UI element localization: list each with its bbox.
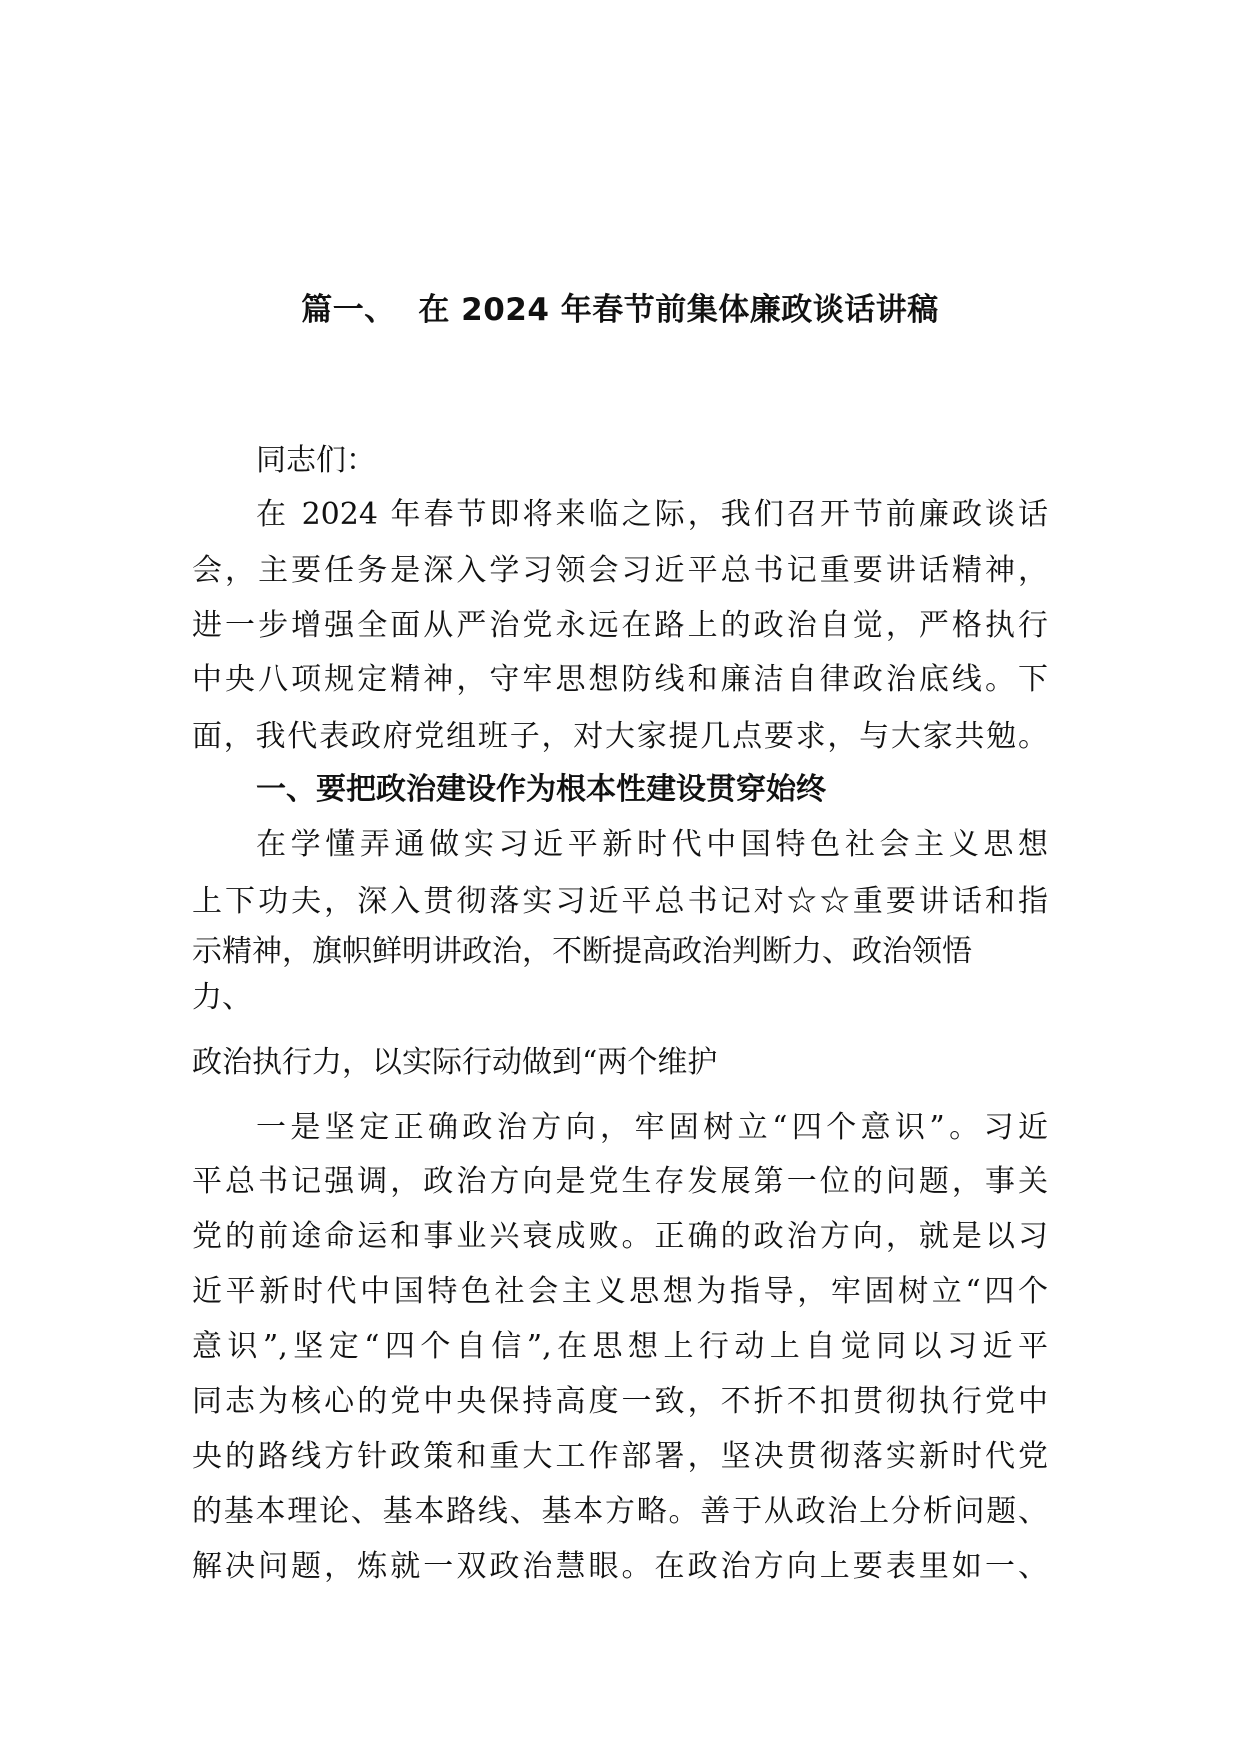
paragraph-line: 平总书记强调，政治方向是党生存发展第一位的问题，事关 xyxy=(192,1164,1048,1199)
paragraph-line: 央的路线方针政策和重大工作部署，坚决贯彻落实新时代党 xyxy=(192,1439,1048,1474)
paragraph-line: 会，主要任务是深入学习领会习近平总书记重要讲话精神， xyxy=(192,553,1048,588)
paragraph-line: 进一步增强全面从严治党永远在路上的政治自觉，严格执行 xyxy=(192,608,1048,643)
paragraph-line: 政治执行力，以实际行动做到“两个维护 xyxy=(192,1045,718,1080)
paragraph-line: 面，我代表政府党组班子，对大家提几点要求，与大家共勉。 xyxy=(192,719,1048,754)
paragraph-line: 上下功夫，深入贯彻落实习近平总书记对☆☆重要讲话和指 xyxy=(192,884,1048,919)
paragraph-line: 在 2024 年春节即将来临之际，我们召开节前廉政谈话 xyxy=(256,497,1048,532)
section-heading: 一、要把政治建设作为根本性建设贯穿始终 xyxy=(256,772,826,807)
paragraph-line: 示精神，旗帜鲜明讲政治，不断提高政治判断力、政治领悟 xyxy=(192,934,972,969)
paragraph-line: 同志为核心的党中央保持高度一致，不折不扣贯彻执行党中 xyxy=(192,1384,1048,1419)
paragraph-line: 解决问题，炼就一双政治慧眼。在政治方向上要表里如一、 xyxy=(192,1549,1048,1584)
paragraph-line: 在学懂弄通做实习近平新时代中国特色社会主义思想 xyxy=(256,827,1048,862)
paragraph-line: 一是坚定正确政治方向，牢固树立“四个意识”。习近 xyxy=(256,1110,1048,1145)
salutation: 同志们： xyxy=(256,443,376,478)
paragraph-line: 中央八项规定精神，守牢思想防线和廉洁自律政治底线。下 xyxy=(192,662,1048,697)
paragraph-line: 近平新时代中国特色社会主义思想为指导，牢固树立“四个 xyxy=(192,1274,1048,1309)
paragraph-line: 党的前途命运和事业兴衰成败。正确的政治方向，就是以习 xyxy=(192,1219,1048,1254)
paragraph-line: 意识”,坚定“四个自信”,在思想上行动上自觉同以习近平 xyxy=(192,1329,1048,1364)
paragraph-line: 力、 xyxy=(192,980,252,1015)
paragraph-line: 的基本理论、基本路线、基本方略。善于从政治上分析问题、 xyxy=(192,1494,1048,1529)
document-title: 篇一、 在 2024 年春节前集体廉政谈话讲稿 xyxy=(301,292,939,328)
